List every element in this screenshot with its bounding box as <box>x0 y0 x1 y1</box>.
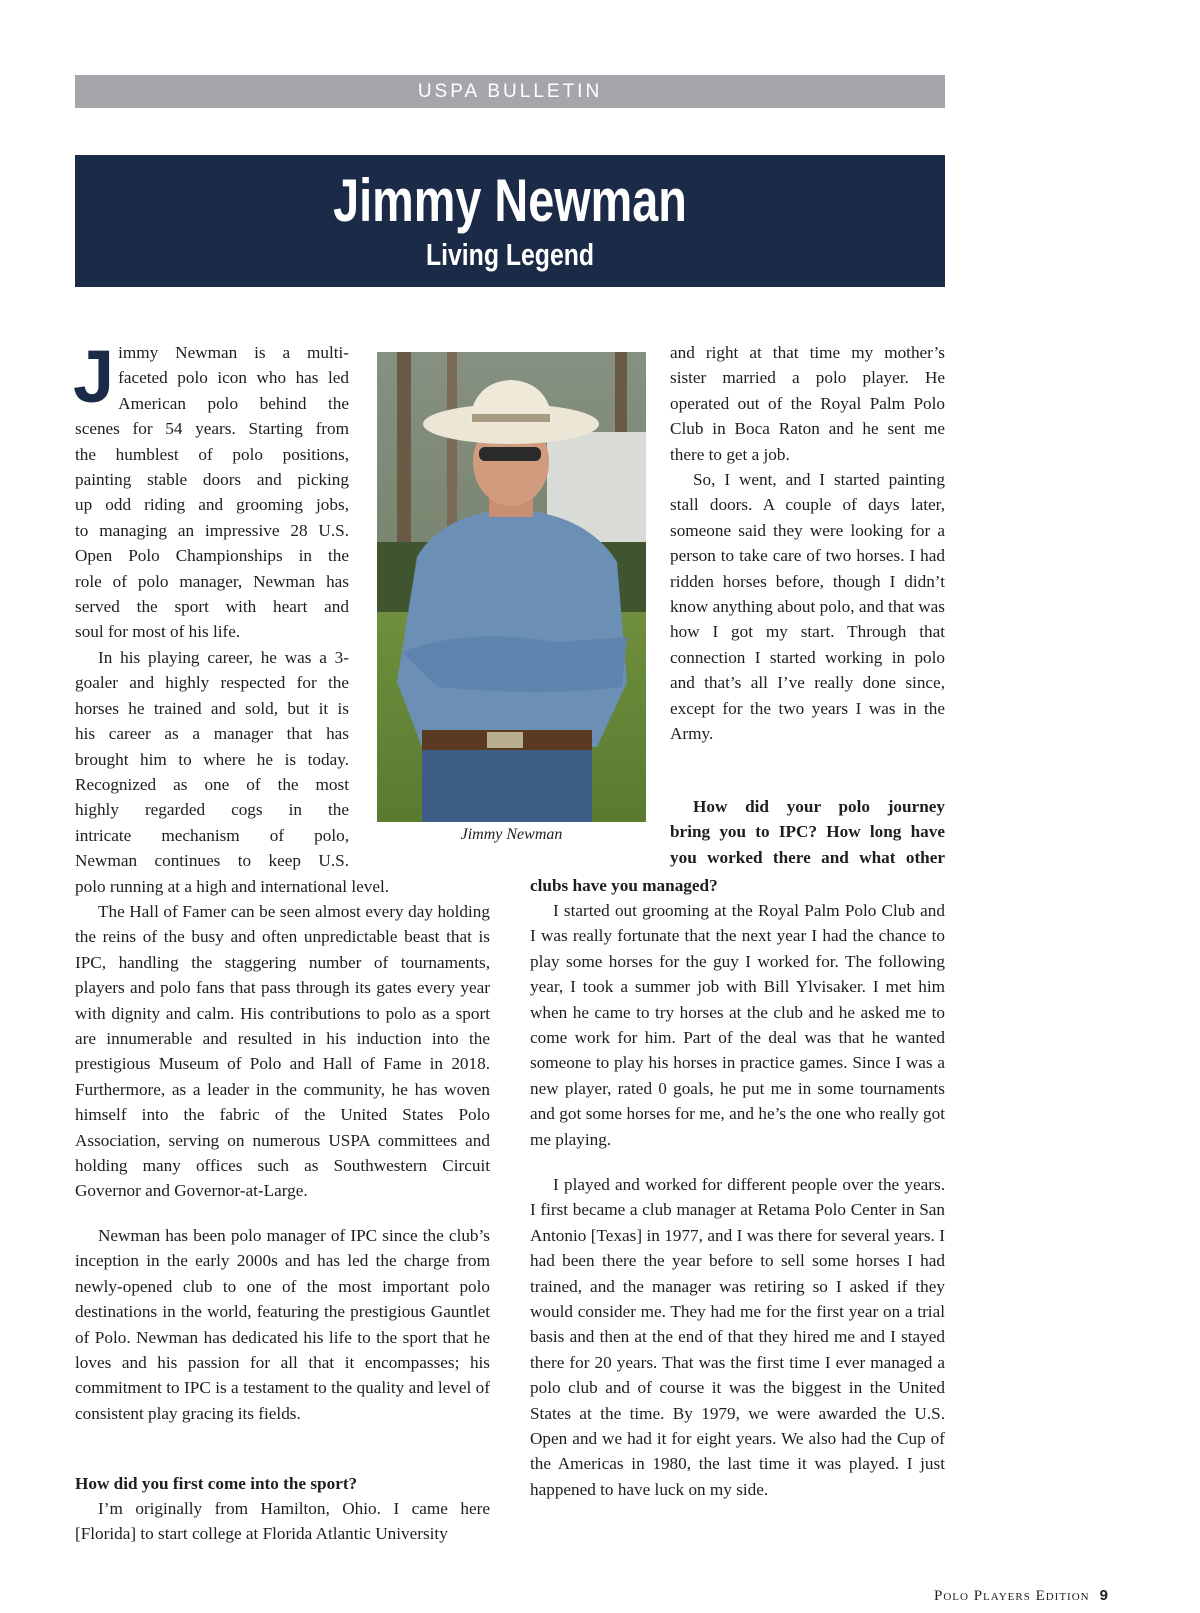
page-footer <box>934 1587 1109 1605</box>
text-line: horses he trained and sold, but it is <box>75 698 349 718</box>
playing-career-paragraph <box>75 645 349 874</box>
photo-caption: Jimmy Newman <box>460 826 563 843</box>
text-line: American polo behind the <box>118 393 349 413</box>
text-line: to managing an impressive 28 U.S. <box>75 520 349 540</box>
text-line: goaler and highly respected for the <box>75 673 349 693</box>
text-line: role of polo manager, Newman has <box>75 571 349 591</box>
text-line: How did your polo journey <box>693 797 945 816</box>
article-title: Jimmy Newman <box>333 167 687 234</box>
question-first-sport: How did you first come into the sport? <box>75 1474 358 1493</box>
answer-first-sport-stall-doors: So, I went, and I started painting stall doors. A couple of days later, someone said they were looking for a person to take care of two horses. I had ridden horses before, though I didn’t know anything about polo, and that was how I got my start. Through that connection I started working in polo and that’s all I’ve really done since, except for the two years I was in the Army. <box>670 470 945 744</box>
text-line: scenes for 54 years. Starting from <box>75 419 349 439</box>
text-line: up odd riding and grooming jobs, <box>75 495 349 515</box>
text-line: brought him to where he is today. <box>75 749 349 769</box>
question-journey-ipc-end: clubs have you managed? <box>530 876 718 895</box>
drop-cap: J <box>73 335 115 418</box>
publication-name: Polo Players Edition <box>934 1588 1090 1604</box>
text-line: Recognized as one of the most <box>75 775 349 795</box>
text-line: soul for most of his life. <box>75 622 241 642</box>
answer-first-sport-continued: and right at that time my mother’s sister married a polo player. He operated out of the Royal Palm Polo Club in Boca Raton and he sent me there to get a job. <box>670 343 945 464</box>
answer-retama-polo: I played and worked for different people over the years. I first became a club manager at Retama Polo Center in San Antonio [Texas] in 1977, and I was there for several years. I had been there the year before to sell some horses I had trained, and the manager was retiring so I asked if they would consider me. They had me for the first year on a trial basis and then at the end of that they hired me and I stayed there for 20 years. That was the first time I ever managed a polo club and of course it was the biggest in the United States at the time. By 1979, we were awarded the U.S. Open and we had it for eight years. We also had the Cup of the Americas in 1980, the last time it was played. I just happened to have luck on my side. <box>530 1175 945 1499</box>
text-line: intricate mechanism of polo, <box>75 825 349 845</box>
section-header: USPA BULLETIN <box>75 75 945 108</box>
hall-of-fame-paragraph: The Hall of Famer can be seen almost every day holding the reins of the busy and often unpredictable beast that is IPC, handling the staggering number of tournaments, players and polo fans that pass through its gates every year with dignity and calm. His contributions to polo as a sport are innumerable and resulted in his induction into the prestigious Museum of Polo and Hall of Fame in 2018. Furthermore, as a leader in the community, he has woven himself into the fabric of the United States Polo Association, serving on numerous USPA committees and holding many offices such as Southwestern Circuit Governor and Governor-at-Large. <box>75 902 490 1201</box>
article-subtitle: Living Legend <box>425 237 595 272</box>
jimmy-newman-photo <box>377 352 646 822</box>
page-number: 9 <box>1099 1587 1109 1604</box>
article-title-block <box>75 155 945 287</box>
answer-journey-ipc: I started out grooming at the Royal Palm Polo Club and I was really fortunate that the next year I had the chance to play some horses for the guy I worked for. The following year, I took a summer job with Bill Ylvisaker. I met him when he came to try horses at the club and he asked me to come work for him. Part of the deal was that he wanted someone to play his horses in practice games. Since I was a new player, rated 0 goals, he put me in some tournaments and got some horses for me, and he’s the one who really got me playing. <box>530 901 945 1149</box>
text-line: the humblest of polo positions, <box>75 444 349 464</box>
text-line: immy Newman is a multi- <box>118 343 349 362</box>
text-line: his career as a manager that has <box>75 724 349 744</box>
intro-paragraph <box>73 335 349 645</box>
text-line: bring you to IPC? How long have <box>670 822 945 842</box>
text-line: faceted polo icon who has led <box>118 368 349 388</box>
text-line: served the sport with heart and <box>75 597 349 617</box>
text-line: Newman continues to keep U.S. <box>75 851 349 871</box>
text-line: painting stable doors and picking <box>75 470 349 490</box>
text-line: you worked there and what other <box>670 847 945 867</box>
text-line: In his playing career, he was a 3- <box>98 648 349 667</box>
answer-first-sport: I’m originally from Hamilton, Ohio. I came here [Florida] to start college at Florida Atlantic University <box>75 1499 490 1544</box>
playing-career-end: polo running at a high and international level. <box>75 877 390 896</box>
text-line: Open Polo Championships in the <box>75 546 349 566</box>
text-line: highly regarded cogs in the <box>75 800 349 820</box>
question-journey-ipc <box>670 794 945 870</box>
ipc-manager-paragraph: Newman has been polo manager of IPC since the club’s inception in the early 2000s and has led the charge from newly-opened club to one of the most important polo destinations in the world, featuring the prestigious Gauntlet of Polo. Newman has dedicated his life to the sport that he loves and his passion for all that it encompasses; his commitment to IPC is a testament to the quality and level of consistent play gracing its fields. <box>75 1226 490 1423</box>
